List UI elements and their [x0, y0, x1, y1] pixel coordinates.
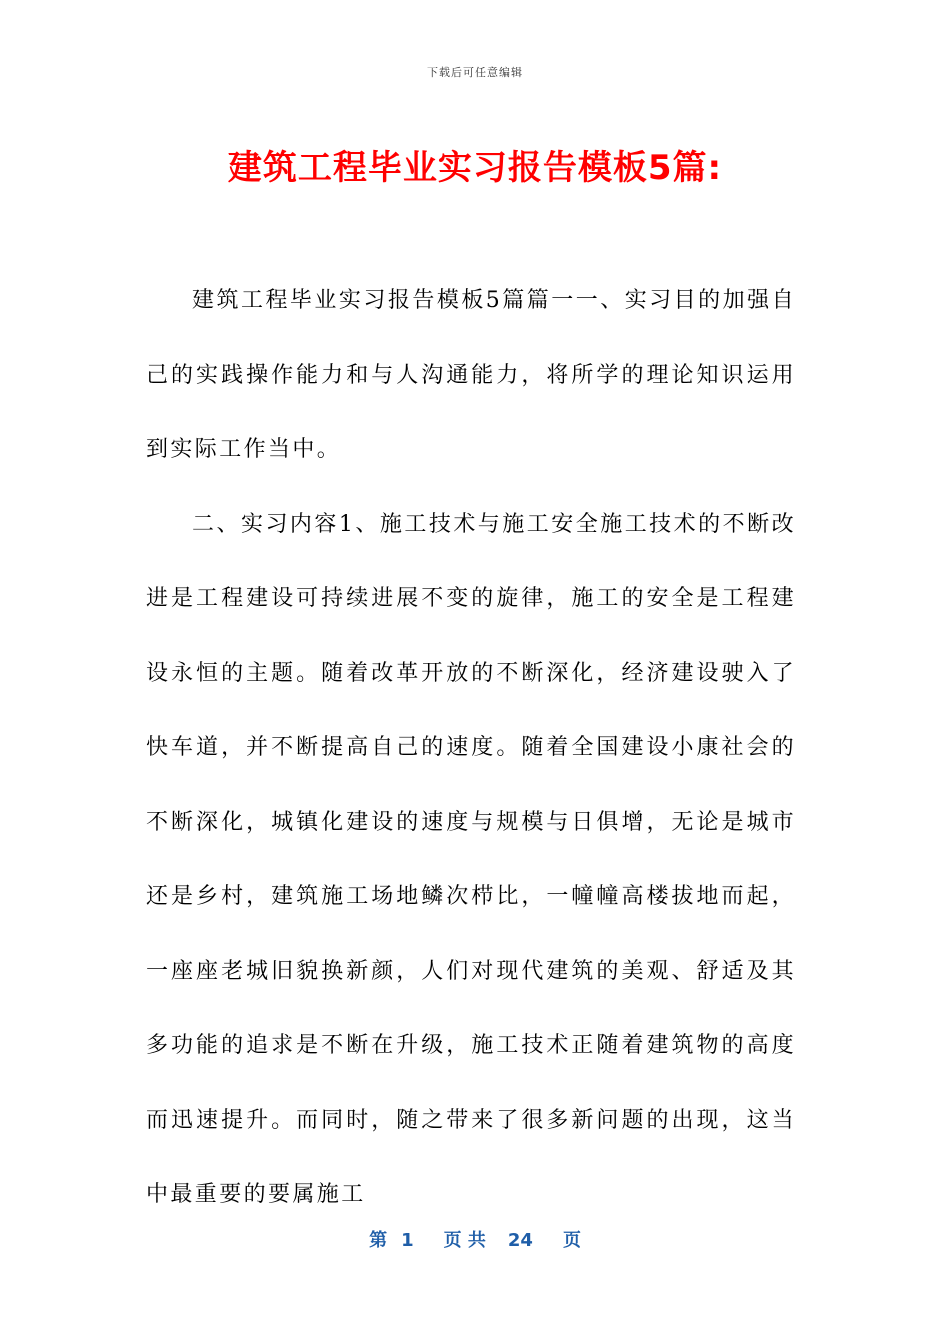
- header-note: 下载后可任意编辑: [427, 66, 523, 79]
- paragraph-1: 建筑工程毕业实习报告模板5篇篇一一、实习目的加强自己的实践操作能力和与人沟通能力，将所学的理论知识运用到实际工作当中。: [146, 288, 796, 462]
- footer-suffix: 页: [562, 1230, 581, 1251]
- footer-prefix: 第: [369, 1230, 388, 1251]
- page-footer: [0, 1226, 950, 1252]
- document-title: 建筑工程毕业实习报告模板5篇:: [227, 148, 723, 188]
- footer-total-pages: 24: [507, 1230, 533, 1251]
- document-body: [146, 264, 796, 1233]
- paragraph-2: 二、实习内容1、施工技术与施工安全施工技术的不断改进是工程建设可持续进展不变的旋律，施工的安全是工程建设永恒的主题。随着改革开放的不断深化，经济建设驶入了快车道，并不断提高自己的速度。随着全国建设小康社会的不断深化，城镇化建设的速度与规模与日俱增，无论是城市还是乡村，建筑施工场地鳞次栉比，一幢幢高楼拔地而起，一座座老城旧貌换新颜，人们对现代建筑的美观、舒适及其多功能的追求是不断在升级，施工技术正随着建筑物的高度而迅速提升。而同时，随之带来了很多新问题的出现，这当中最重要的要属施工: [146, 511, 796, 1207]
- footer-current-page: 1: [401, 1230, 414, 1251]
- footer-middle: 页 共: [443, 1230, 486, 1251]
